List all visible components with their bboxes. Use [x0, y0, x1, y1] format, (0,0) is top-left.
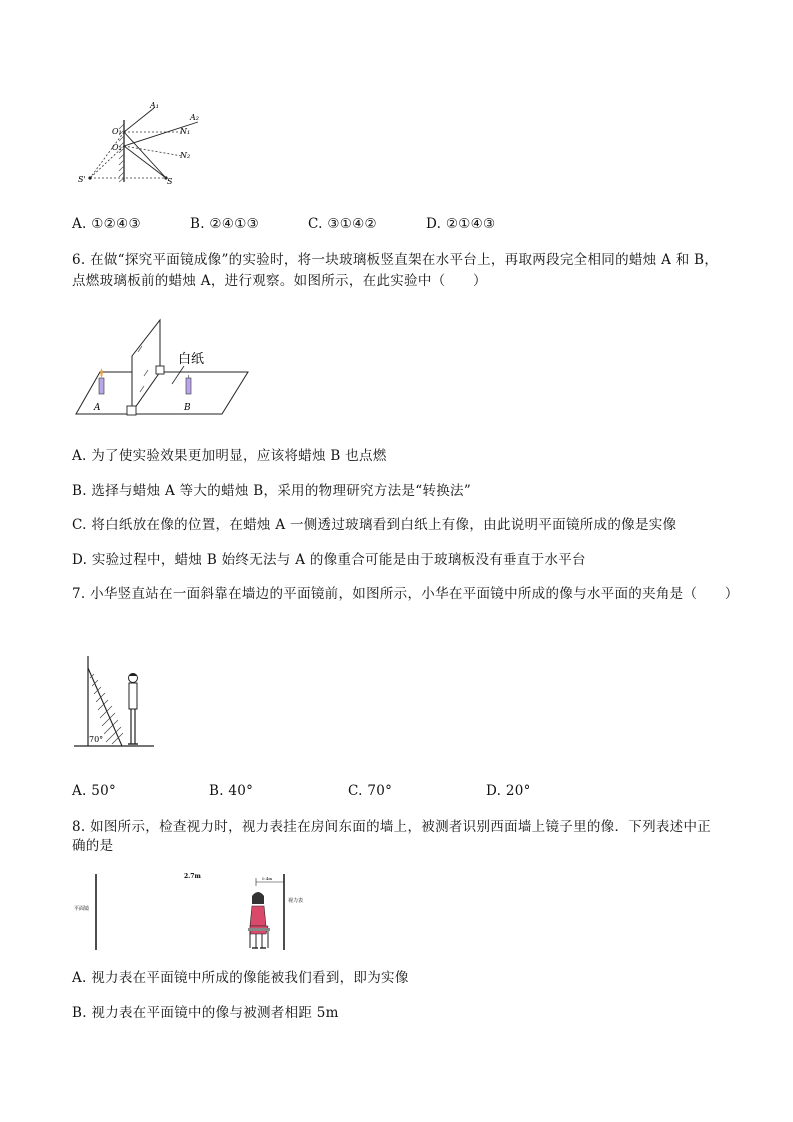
- q8-stem-line2: 确的是: [72, 838, 114, 854]
- q7-options: [72, 781, 772, 801]
- label-eye-chart: 视力表: [288, 898, 304, 904]
- label-mirror: 平面镜: [74, 906, 90, 912]
- label-s: S: [167, 177, 173, 186]
- label-angle-70: 70°: [89, 735, 104, 744]
- label-n1: N₁: [180, 127, 191, 136]
- q8-option-a: A. 视力表在平面镜中所成的像能被我们看到，即为实像: [72, 970, 409, 986]
- q7-stem: 7. 小华竖直站在一面斜靠在墙边的平面镜前，如图所示，小华在平面镜中所成的像与水平面的夹角是（ ）: [72, 586, 739, 602]
- q7-option-a: A. 50°: [72, 783, 117, 799]
- q5-option-c: C. ③①④②: [308, 216, 377, 232]
- q6-option-d: D. 实验过程中，蜡烛 B 始终无法与 A 的像重合可能是由于玻璃板没有垂直于水平台: [72, 552, 586, 568]
- q6-option-c: C. 将白纸放在像的位置，在蜡烛 A 一侧透过玻璃看到白纸上有像，由此说明平面镜所成的像是实像: [72, 517, 677, 533]
- q5-option-b: B. ②④①③: [190, 216, 260, 232]
- q5-ray-diagram: [70, 100, 210, 188]
- label-n2: N₂: [180, 151, 191, 160]
- q8-option-b: B. 视力表在平面镜中的像与被测者相距 5m: [72, 1005, 339, 1021]
- label-distance-0-4m: 0.4m: [262, 876, 273, 881]
- q7-option-d: D. 20°: [486, 783, 531, 799]
- label-a2: A₂: [190, 113, 199, 122]
- label-o2: O₂: [112, 143, 122, 152]
- label-s-prime: S': [78, 175, 86, 184]
- q6-option-b: B. 选择与蜡烛 A 等大的蜡烛 B，采用的物理研究方法是“转换法”: [72, 483, 472, 499]
- q7-option-b: B. 40°: [209, 783, 254, 799]
- label-candle-a: A: [94, 403, 101, 413]
- q5-options: [72, 214, 772, 234]
- label-white-paper: 白纸: [178, 352, 205, 367]
- label-o1: O₁: [112, 127, 122, 136]
- label-a1: A₁: [150, 101, 159, 110]
- q6-option-a: A. 为了使实验效果更加明显，应该将蜡烛 B 也点燃: [72, 448, 387, 464]
- q5-option-d: D. ②①④③: [426, 216, 496, 232]
- q7-leaning-mirror-diagram: [72, 652, 156, 750]
- label-distance-2-7m: 2.7m: [184, 873, 201, 880]
- q6-glass-plate-diagram: [72, 316, 252, 420]
- q6-stem-line2: 点燃玻璃板前的蜡烛 A，进行观察。如图所示，在此实验中（ ）: [72, 273, 487, 289]
- q5-option-a: A. ①②④③: [72, 216, 141, 232]
- label-candle-b: B: [184, 403, 191, 413]
- q7-option-c: C. 70°: [348, 783, 393, 799]
- q8-eye-test-diagram: [72, 868, 332, 954]
- q6-stem-line1: 6. 在做“探究平面镜成像”的实验时，将一块玻璃板竖直架在水平台上，再取两段完全相同的蜡烛 A 和 B，: [72, 252, 719, 268]
- q8-stem-line1: 8. 如图所示，检查视力时，视力表挂在房间东面的墙上，被测者识别西面墙上镜子里的像．下列表述中正: [72, 819, 712, 835]
